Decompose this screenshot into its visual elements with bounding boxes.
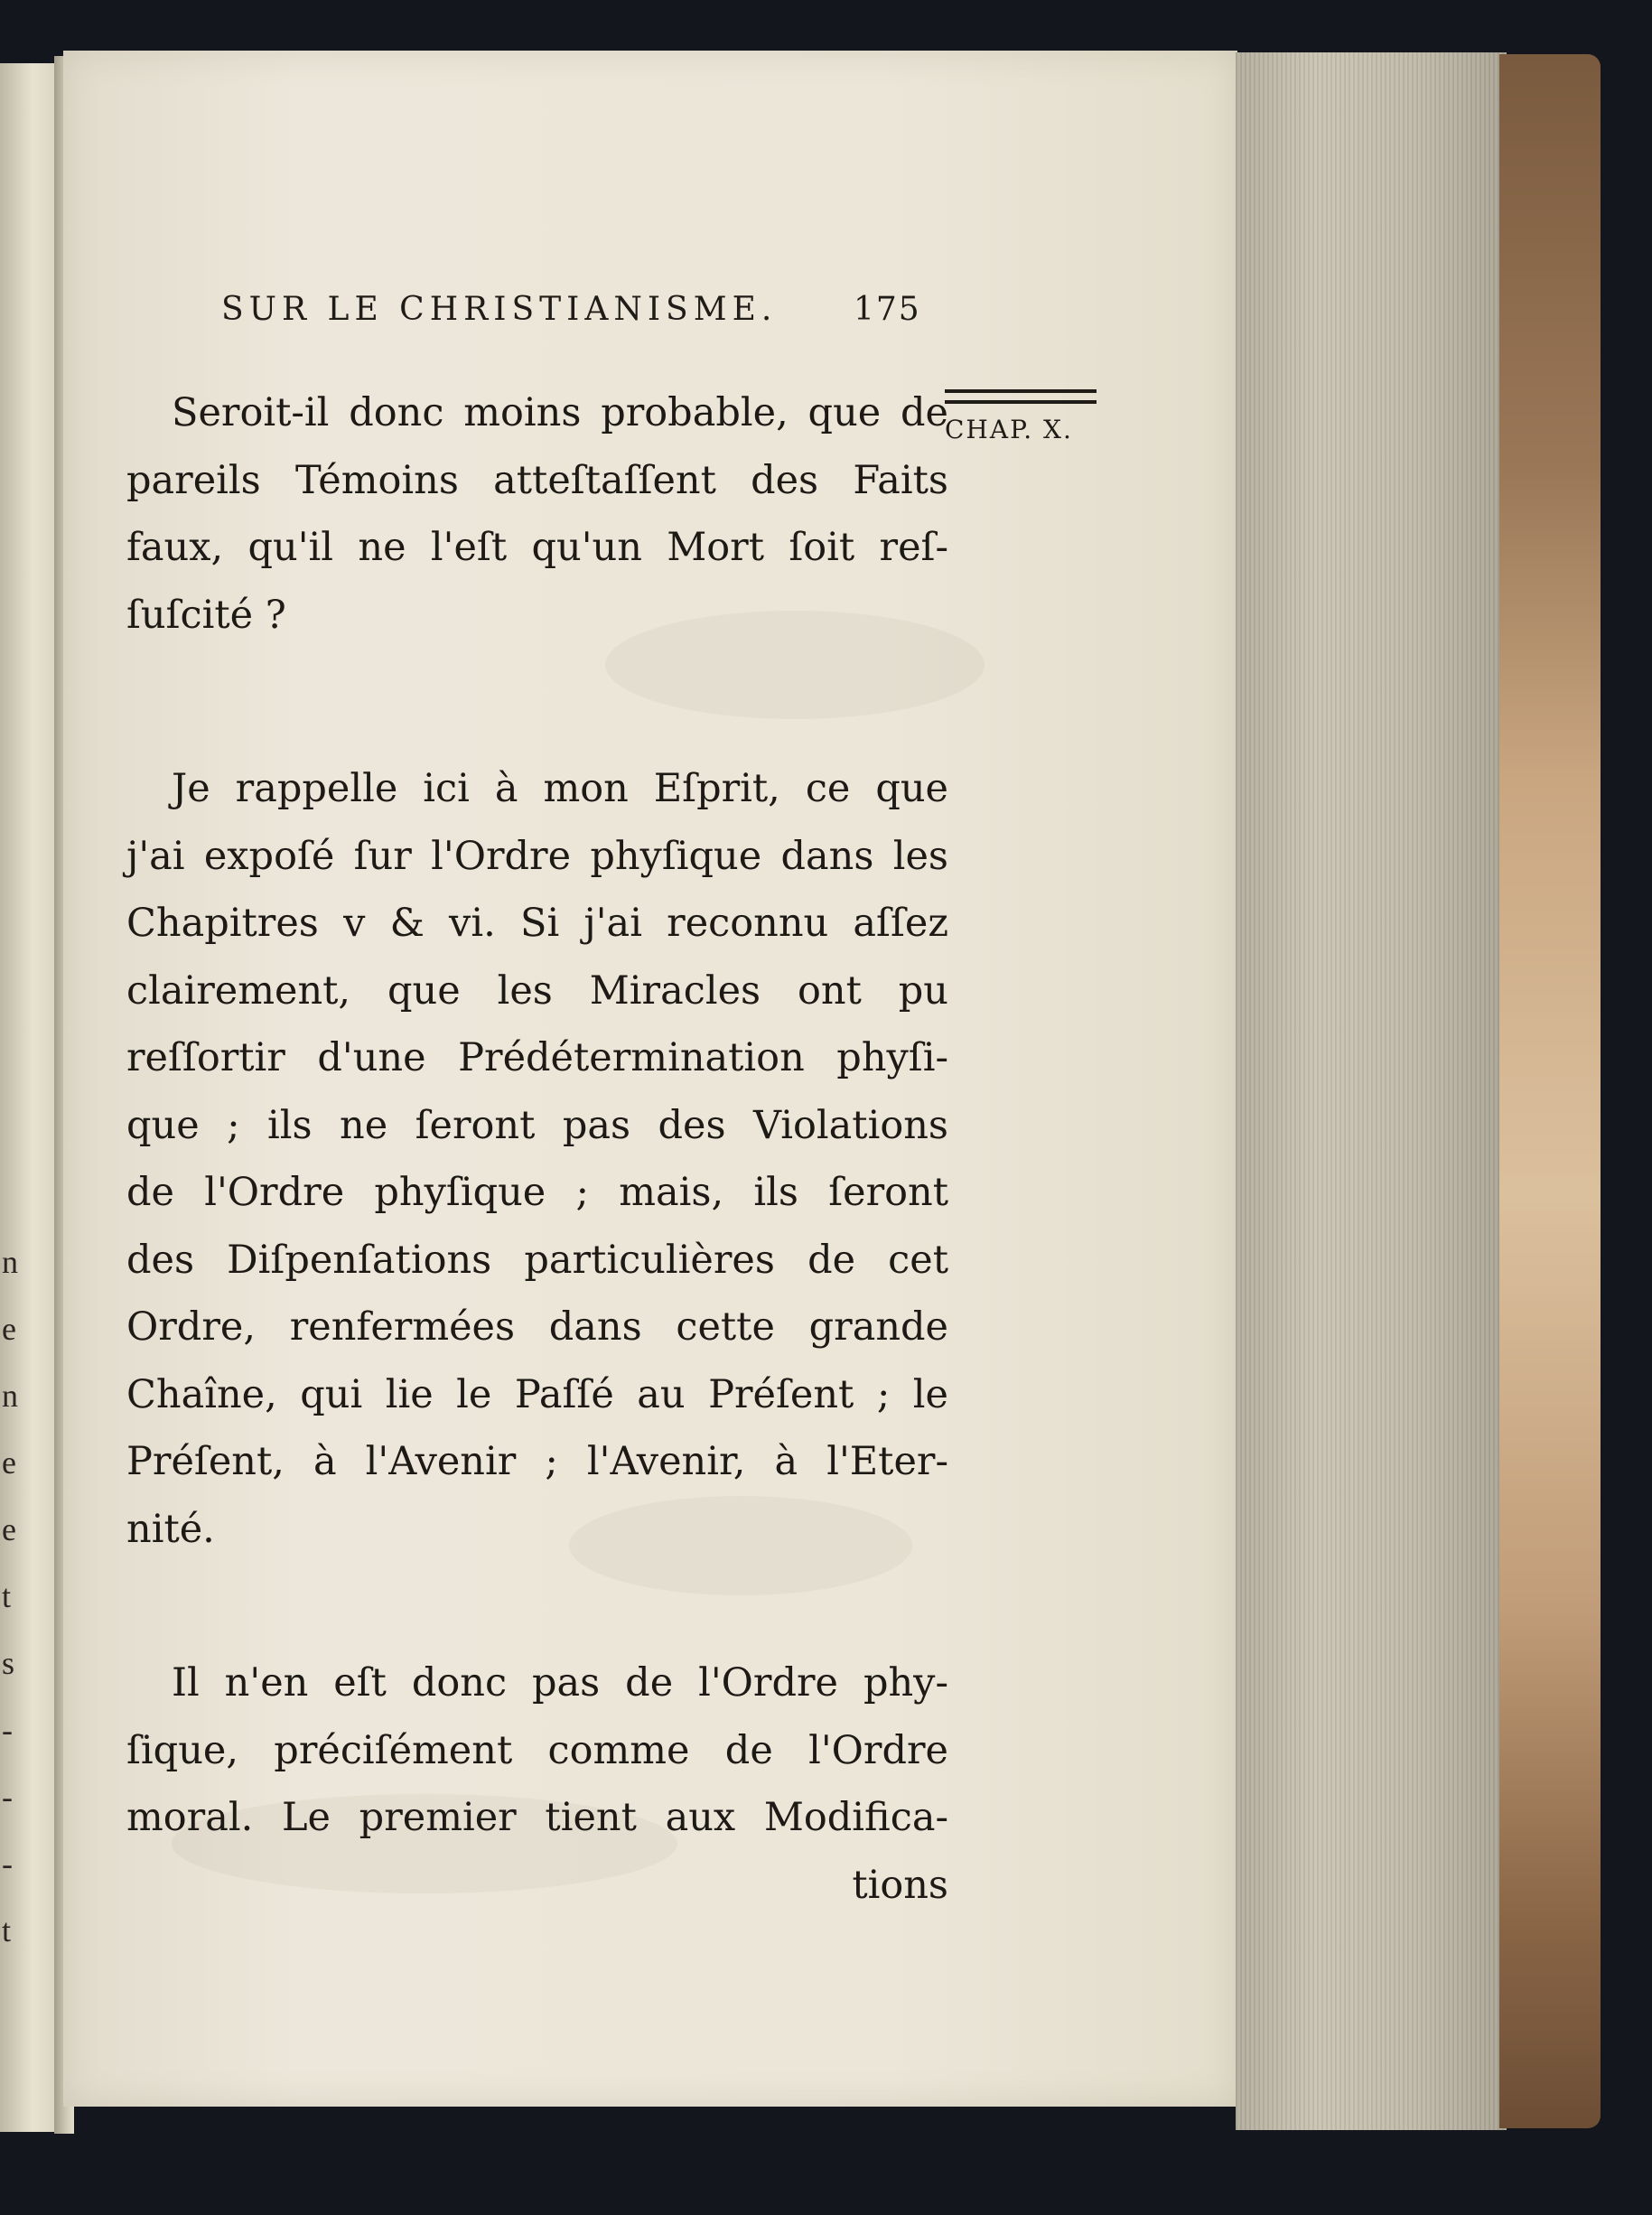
text-line: des Diſpenſations particulières de cet: [126, 1237, 948, 1283]
left-margin-char: t: [2, 1578, 12, 1614]
text-line: Ordre, renfermées dans cette grande: [126, 1304, 948, 1350]
double-rule: [945, 400, 1097, 404]
left-margin-char: n: [2, 1244, 18, 1280]
left-margin-char: -: [2, 1779, 13, 1815]
text-line: Chapitres v & vi. Si j'ai reconnu aſſez: [126, 901, 948, 946]
left-margin-char: e: [2, 1511, 16, 1547]
text-line: Seroit-il donc moins probable, que de: [172, 390, 948, 435]
page-block-edge: [1236, 52, 1507, 2130]
paragraph-gap: [126, 649, 948, 755]
text-line: que ; ils ne ſeront pas des Violations: [126, 1102, 948, 1148]
left-margin-char: -: [2, 1846, 13, 1882]
running-head: SUR LE CHRISTIANISME.: [221, 291, 778, 328]
left-margin-char: e: [2, 1311, 16, 1347]
left-margin-char: -: [2, 1712, 13, 1748]
text-line: Chaîne, qui lie le Paſſé au Préſent ; le: [126, 1371, 948, 1417]
text-line: ſuſcité ?: [126, 592, 286, 638]
text-line: de l'Ordre phyſique ; mais, ils ſeront: [126, 1170, 948, 1215]
text-line: ſique, préciſément comme de l'Ordre: [126, 1727, 948, 1773]
text-line: clairement, que les Miracles ont pu: [126, 967, 948, 1014]
leather-binding: [1499, 54, 1601, 2128]
text-line: Il n'en eſt donc pas de l'Ordre phy-: [172, 1660, 948, 1706]
chapter-side-marker: [939, 384, 1102, 456]
text-line: Préſent, à l'Avenir ; l'Avenir, à l'Eter-: [126, 1439, 948, 1484]
page-header: [221, 291, 944, 345]
text-line: moral. Le premier tient aux Modifica-: [126, 1795, 948, 1840]
text-line: reſſortir d'une Prédétermination phyſi-: [126, 1035, 948, 1080]
text-line: nité.: [126, 1506, 215, 1552]
double-rule: [945, 389, 1097, 393]
left-page-margin-text: [2, 1229, 25, 1964]
left-margin-char: n: [2, 1378, 18, 1414]
catchword: tions: [852, 1862, 948, 1908]
chapter-label: CHAP. X.: [945, 415, 1073, 444]
text-line: Je rappelle ici à mon Eſprit, ce que: [172, 766, 948, 811]
text-line: faux, qu'il ne l'eſt qu'un Mort ſoit reſ-: [126, 525, 948, 570]
left-page-edge: [0, 63, 60, 2132]
text-line: pareils Témoins atteſtaſſent des Faits: [126, 457, 948, 503]
left-margin-char: e: [2, 1444, 16, 1481]
body-text: [126, 379, 948, 1919]
text-line: j'ai expoſé ſur l'Ordre phyſique dans les: [126, 833, 948, 879]
paragraph-gap: [126, 1563, 948, 1650]
left-margin-char: s: [2, 1645, 15, 1681]
page-number: 175: [854, 291, 921, 328]
left-margin-char: t: [2, 1912, 12, 1949]
